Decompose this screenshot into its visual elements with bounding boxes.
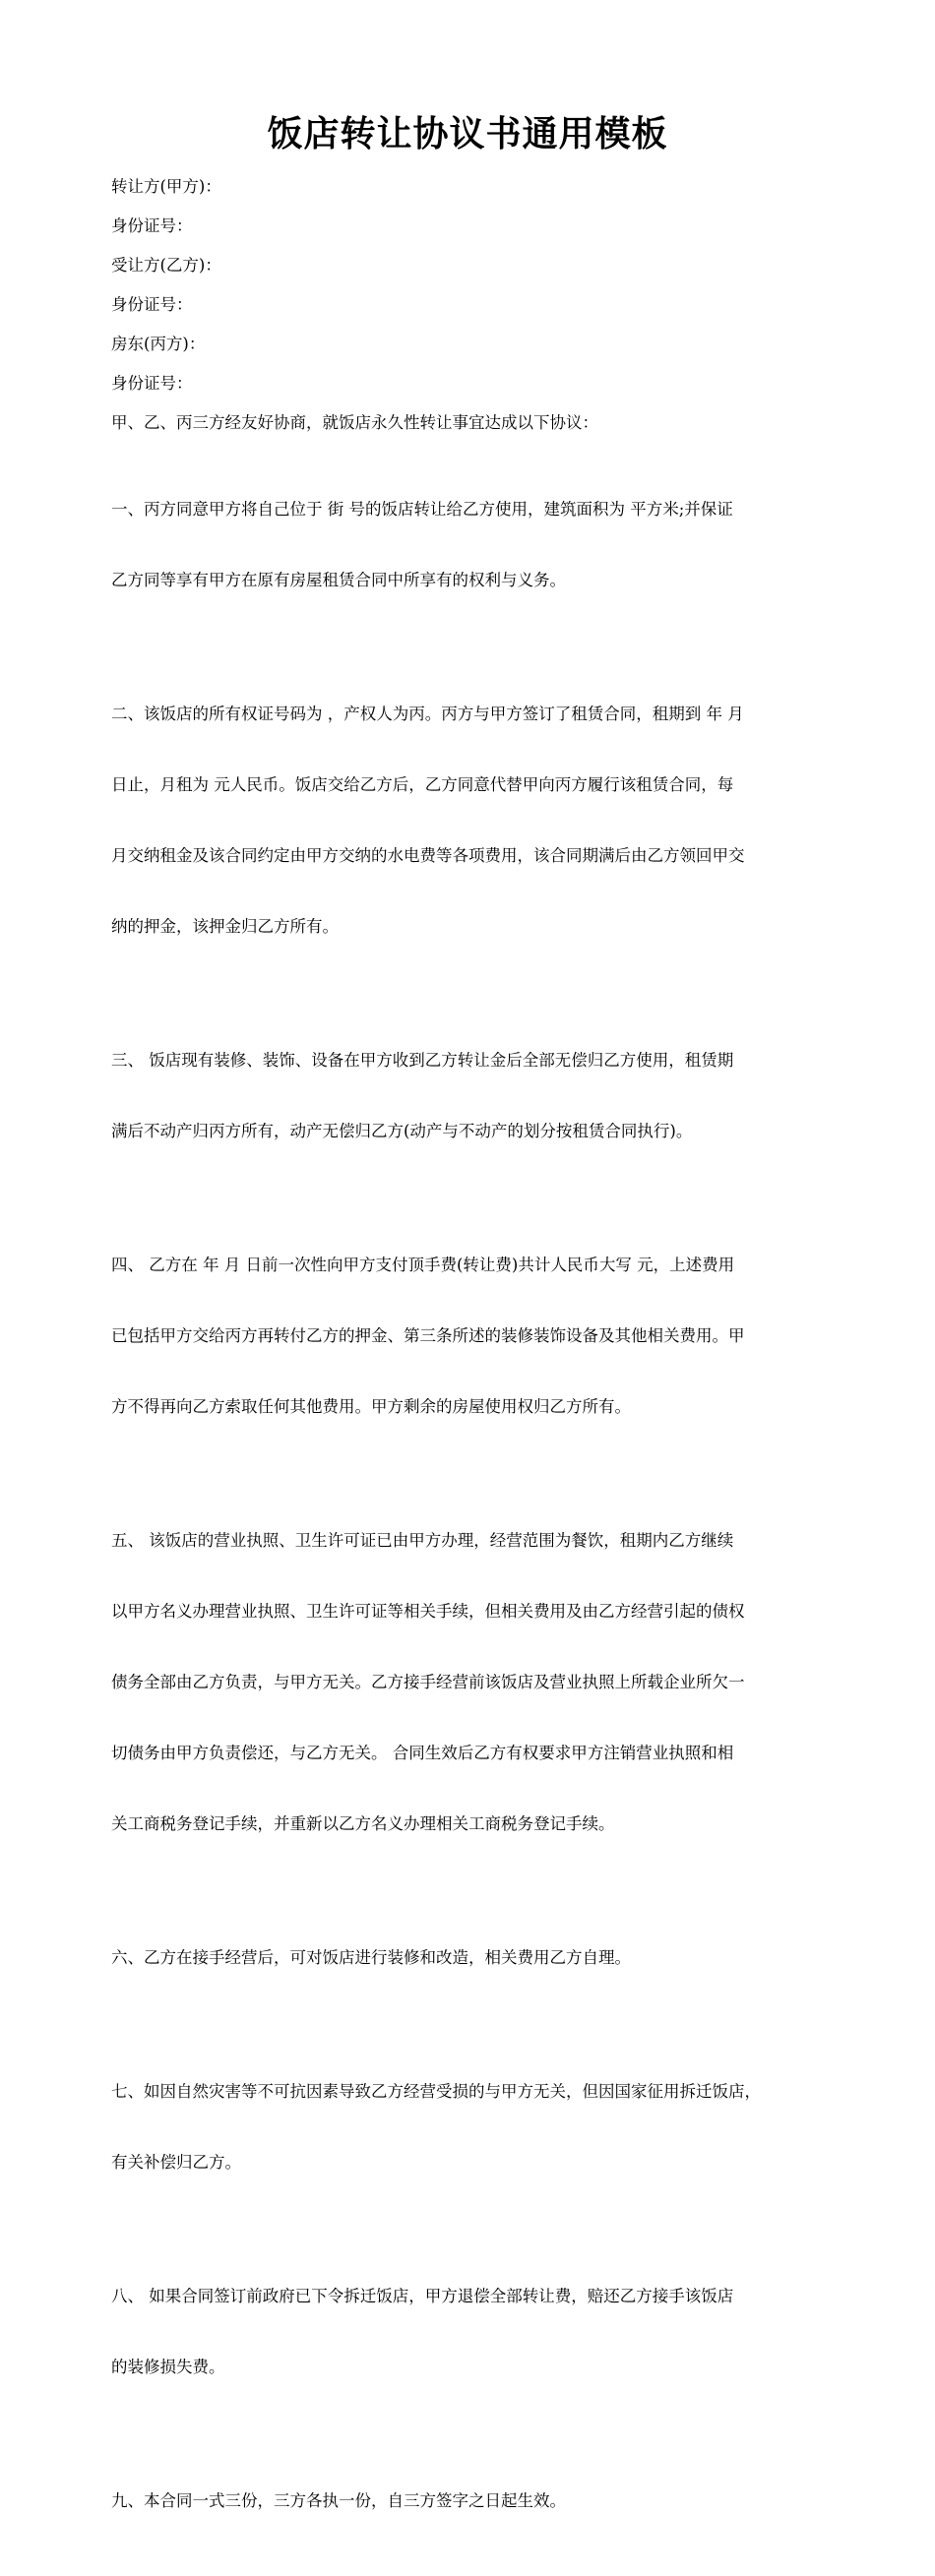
field-transferee-id: 身份证号： <box>111 295 193 314</box>
clause-line: 有关补偿归乙方。 <box>111 2153 241 2172</box>
field-landlord-id: 身份证号： <box>111 374 193 393</box>
field-landlord: 房东(丙方)： <box>111 335 206 353</box>
clause-line: 九、本合同一式三份，三方各执一份，自三方签字之日起生效。 <box>111 2491 566 2510</box>
clause-1 <box>111 451 844 640</box>
clause-line: 满后不动产归丙方所有，动产无偿归乙方(动产与不动产的划分按租赁合同执行)。 <box>111 1122 693 1140</box>
clause-line: 五、 该饭店的营业执照、卫生许可证已由甲方办理，经营范围为餐饮，租期内乙方继续 <box>111 1531 734 1550</box>
clause-line: 纳的押金，该押金归乙方所有。 <box>111 917 339 936</box>
clause-7 <box>111 2033 844 2222</box>
clause-2 <box>111 655 844 986</box>
clause-line: 一、丙方同意甲方将自己位于 街 号的饭店转让给乙方使用，建筑面积为 平方米;并保证 <box>111 500 733 519</box>
clause-line: 七、如因自然灾害等不可抗因素导致乙方经营受损的与甲方无关，但因国家征用拆迁饭店， <box>111 2082 761 2101</box>
clause-line: 月交纳租金及该合同约定由甲方交纳的水电费等各项费用，该合同期满后由乙方领回甲交 <box>111 846 745 865</box>
clause-line: 已包括甲方交给丙方再转付乙方的押金、第三条所述的装修装饰设备及其他相关费用。甲 <box>111 1326 745 1345</box>
clause-line: 以甲方名义办理营业执照、卫生许可证等相关手续，但相关费用及由乙方经营引起的债权 <box>111 1602 745 1621</box>
field-transferor-id: 身份证号： <box>111 216 193 235</box>
intro-paragraph: 甲、乙、丙三方经友好协商，就饭店永久性转让事宜达成以下协议： <box>111 413 598 432</box>
clause-line: 日止，月租为 元人民币。饭店交给乙方后，乙方同意代替甲向丙方履行该租赁合同，每 <box>111 775 734 794</box>
field-transferor: 转让方(甲方)： <box>111 177 221 196</box>
clause-8 <box>111 2238 844 2426</box>
clause-line: 债务全部由乙方负责，与甲方无关。乙方接手经营前该饭店及营业执照上所载企业所欠一 <box>111 1673 745 1691</box>
clause-6 <box>111 1899 844 2017</box>
document-body <box>111 175 844 2576</box>
clause-line: 的装修损失费。 <box>111 2358 225 2376</box>
clause-4 <box>111 1206 844 1466</box>
document-title: 饭店转让协议书通用模板 <box>267 113 668 154</box>
clause-9 <box>111 2442 844 2560</box>
field-transferee: 受让方(乙方)： <box>111 256 221 275</box>
clause-line: 三、 饭店现有装修、装饰、设备在甲方收到乙方转让金后全部无偿归乙方使用，租赁期 <box>111 1051 734 1070</box>
clause-line: 方不得再向乙方索取任何其他费用。甲方剩余的房屋使用权归乙方所有。 <box>111 1397 631 1416</box>
clause-line: 四、 乙方在 年 月 日前一次性向甲方支付顶手费(转让费)共计人民币大写 元，上述费用 <box>111 1256 735 1274</box>
clause-line: 切债务由甲方负责偿还，与乙方无关。 合同生效后乙方有权要求甲方注销营业执照和相 <box>111 1744 734 1762</box>
clause-line: 乙方同等享有甲方在原有房屋租赁合同中所享有的权利与义务。 <box>111 571 566 589</box>
clause-3 <box>111 1002 844 1191</box>
clause-line: 八、 如果合同签订前政府已下令拆迁饭店，甲方退偿全部转让费，赔还乙方接手该饭店 <box>111 2287 734 2305</box>
clause-5 <box>111 1482 844 1883</box>
clause-line: 关工商税务登记手续，并重新以乙方名义办理相关工商税务登记手续。 <box>111 1814 615 1833</box>
clause-line: 六、乙方在接手经营后，可对饭店进行装修和改造，相关费用乙方自理。 <box>111 1948 631 1967</box>
clause-line: 二、该饭店的所有权证号码为 ，产权人为丙。丙方与甲方签订了租赁合同，租期到 年 月 <box>111 705 744 723</box>
